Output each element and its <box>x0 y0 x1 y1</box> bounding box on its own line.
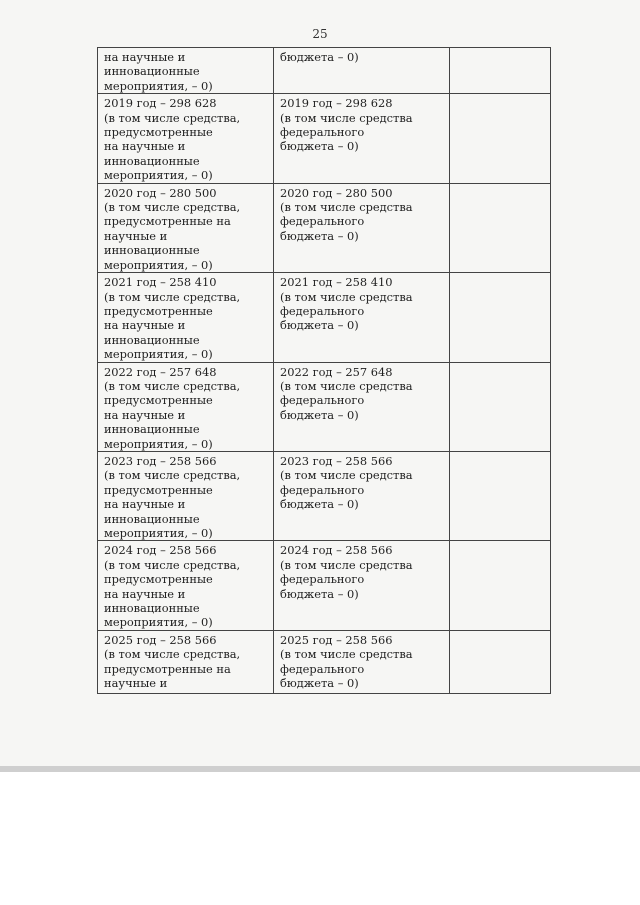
cell-total-funding <box>98 273 274 362</box>
cell-line: (в том числе средства <box>280 468 413 483</box>
cell-line: (в том числе средства, <box>104 110 241 125</box>
cell-line: (в том числе средства <box>280 200 413 215</box>
cell-line: инновационные <box>104 422 200 437</box>
cell-line: 2022 год – 257 648 <box>104 364 217 379</box>
cell-total-funding <box>98 183 274 272</box>
cell-line: 2023 год – 258 566 <box>280 453 393 468</box>
cell-federal-funding <box>274 183 450 272</box>
cell-line: инновационные <box>104 243 200 258</box>
cell-empty <box>450 630 551 693</box>
table-row <box>98 541 551 630</box>
cell-line: бюджета – 0) <box>280 407 359 422</box>
cell-line: (в том числе средства, <box>104 468 241 483</box>
cell-line: 2022 год – 257 648 <box>280 364 393 379</box>
cell-line: на научные и <box>104 497 186 512</box>
cell-line: 2024 год – 258 566 <box>280 543 393 558</box>
cell-total-funding <box>98 630 274 693</box>
cell-empty <box>450 273 551 362</box>
cell-line: 2023 год – 258 566 <box>104 453 217 468</box>
cell-line: мероприятия, – 0) <box>104 436 213 451</box>
cell-line: инновационные <box>104 64 200 79</box>
cell-federal-funding <box>274 451 450 540</box>
cell-line: предусмотренные на <box>104 214 231 229</box>
cell-line: 2024 год – 258 566 <box>104 543 217 558</box>
cell-line: бюджета – 0) <box>280 676 359 691</box>
cell-line: предусмотренные на <box>104 661 231 676</box>
cell-line: научные и <box>104 676 168 691</box>
cell-line: на научные и <box>104 139 186 154</box>
cell-line: инновационные <box>104 153 200 168</box>
table-row <box>98 362 551 451</box>
cell-empty <box>450 48 551 94</box>
cell-line: федерального <box>280 303 365 318</box>
cell-federal-funding <box>274 630 450 693</box>
cell-empty <box>450 183 551 272</box>
cell-line: мероприятия, – 0) <box>104 257 213 272</box>
cell-line: на научные и <box>104 50 186 64</box>
cell-line: федерального <box>280 214 365 229</box>
cell-line: бюджета – 0) <box>280 50 359 64</box>
cell-line: (в том числе средства, <box>104 378 241 393</box>
cell-line: мероприятия, – 0) <box>104 526 213 540</box>
cell-line: 2021 год – 258 410 <box>280 275 393 290</box>
cell-line: федерального <box>280 393 365 408</box>
cell-line: (в том числе средства, <box>104 557 241 572</box>
cell-line: бюджета – 0) <box>280 318 359 333</box>
cell-federal-funding <box>274 48 450 94</box>
cell-line: федерального <box>280 125 365 140</box>
cell-total-funding <box>98 541 274 630</box>
cell-line: инновационные <box>104 511 200 526</box>
cell-line: предусмотренные <box>104 303 213 318</box>
cell-line: 2025 год – 258 566 <box>104 632 217 647</box>
cell-line: (в том числе средства, <box>104 647 241 662</box>
cell-federal-funding <box>274 541 450 630</box>
cell-line: бюджета – 0) <box>280 497 359 512</box>
cell-empty <box>450 451 551 540</box>
cell-federal-funding <box>274 362 450 451</box>
cell-line: предусмотренные <box>104 393 213 408</box>
cell-federal-funding <box>274 273 450 362</box>
cell-line: мероприятия, – 0) <box>104 347 213 362</box>
cell-line: мероприятия, – 0) <box>104 78 213 93</box>
cell-line: (в том числе средства <box>280 557 413 572</box>
cell-line: мероприятия, – 0) <box>104 168 213 183</box>
cell-total-funding <box>98 94 274 183</box>
cell-empty <box>450 362 551 451</box>
cell-line: федерального <box>280 482 365 497</box>
cell-empty <box>450 541 551 630</box>
cell-line: (в том числе средства, <box>104 289 241 304</box>
cell-line: (в том числе средства <box>280 647 413 662</box>
cell-line: (в том числе средства <box>280 378 413 393</box>
cell-line: мероприятия, – 0) <box>104 615 213 630</box>
cell-line: (в том числе средства <box>280 110 413 125</box>
cell-line: федерального <box>280 572 365 587</box>
cell-line: научные и <box>104 228 168 243</box>
cell-line: 2021 год – 258 410 <box>104 275 217 290</box>
table-row <box>98 183 551 272</box>
page-number: 25 <box>312 27 328 41</box>
cell-line: 2020 год – 280 500 <box>104 185 217 200</box>
cell-line: на научные и <box>104 407 186 422</box>
cell-line: на научные и <box>104 586 186 601</box>
cell-line: (в том числе средства, <box>104 200 241 215</box>
cell-total-funding <box>98 48 274 94</box>
cell-line: бюджета – 0) <box>280 228 359 243</box>
cell-line: бюджета – 0) <box>280 586 359 601</box>
cell-line: на научные и <box>104 318 186 333</box>
cell-line: бюджета – 0) <box>280 139 359 154</box>
cell-line: 2025 год – 258 566 <box>280 632 393 647</box>
cell-line: 2019 год – 298 628 <box>104 96 217 111</box>
cell-line: 2020 год – 280 500 <box>280 185 393 200</box>
cell-line: 2019 год – 298 628 <box>280 96 393 111</box>
cell-line: федерального <box>280 661 365 676</box>
cell-line: (в том числе средства <box>280 289 413 304</box>
cell-line: предусмотренные <box>104 125 213 140</box>
cell-total-funding <box>98 451 274 540</box>
cell-line: предусмотренные <box>104 482 213 497</box>
cell-federal-funding <box>274 94 450 183</box>
table-row <box>98 273 551 362</box>
table-row <box>98 451 551 540</box>
table-row <box>98 94 551 183</box>
scan-edge <box>0 766 640 772</box>
table-row <box>98 48 551 94</box>
cell-line: предусмотренные <box>104 572 213 587</box>
cell-empty <box>450 94 551 183</box>
cell-line: инновационные <box>104 601 200 616</box>
table-row <box>98 630 551 693</box>
funding-table <box>97 47 551 694</box>
cell-total-funding <box>98 362 274 451</box>
cell-line: инновационные <box>104 332 200 347</box>
